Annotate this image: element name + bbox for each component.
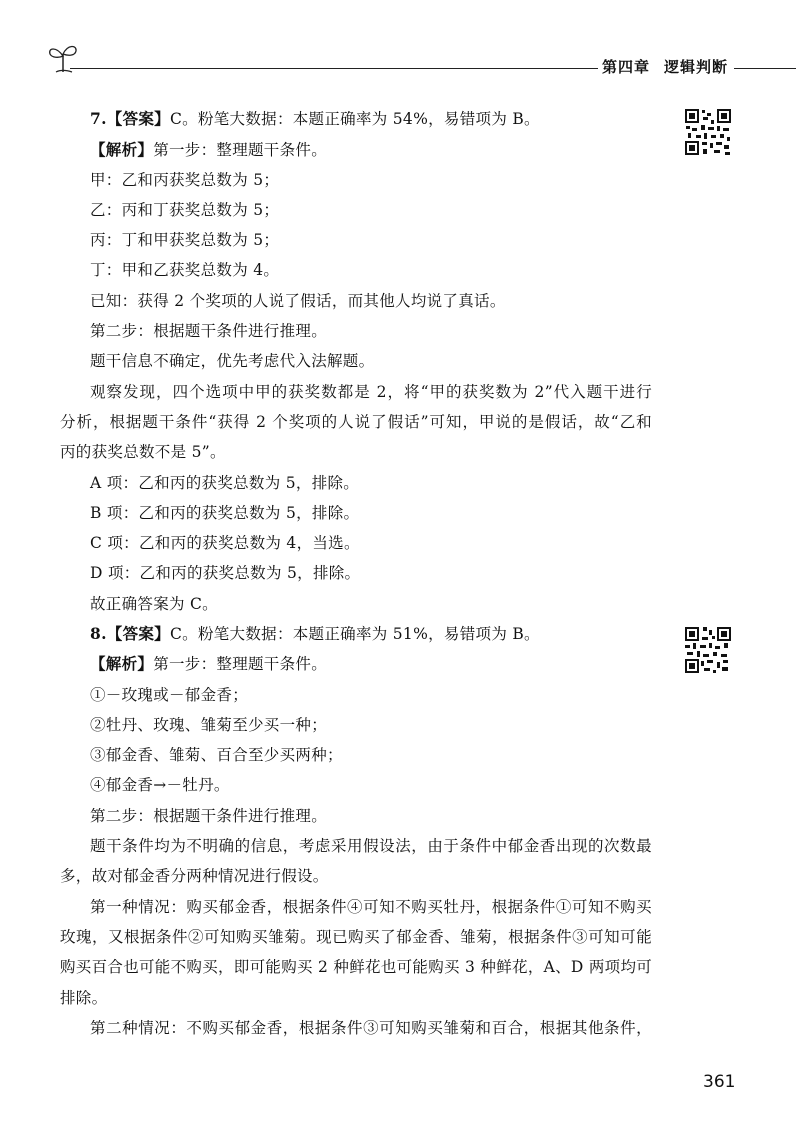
q7-known: 已知：获得 2 个奖项的人说了假话，而其他人均说了真话。 <box>90 292 506 310</box>
q7-answer-line <box>90 109 540 129</box>
q7-option: A 项：乙和丙的获奖总数为 5，排除。 <box>90 474 360 492</box>
q7-observe-line: 观察发现，四个选项中甲的获奖数都是 2，将“甲的获奖数为 2”代入题干进行 <box>90 383 652 401</box>
q8-para2-line: 第一种情况：购买郁金香，根据条件④可知不购买牡丹，根据条件①可知不购买 <box>90 898 652 916</box>
q8-para1-line: 多，故对郁金香分两种情况进行假设。 <box>60 867 329 885</box>
chapter-number: 第四章 <box>602 58 651 76</box>
q7-observe-line: 分析，根据题干条件“获得 2 个奖项的人说了假话”可知，甲说的是假话，故“乙和 <box>60 413 652 431</box>
page-number: 361 <box>703 1072 736 1092</box>
q7-answer-text: C。粉笔大数据：本题正确率为 54%，易错项为 B。 <box>169 110 540 128</box>
q7-condition: 乙：丙和丁获奖总数为 5； <box>90 201 280 219</box>
q8-condition: ②牡丹、玫瑰、雏菊至少买一种； <box>90 716 328 734</box>
chapter-heading <box>602 56 728 78</box>
qr-code-icon[interactable] <box>684 626 732 674</box>
q7-step2: 第二步：根据题干条件进行推理。 <box>90 322 328 340</box>
q7-answer-label: 7.【答案】 <box>90 109 170 128</box>
header-rule-right <box>734 68 796 69</box>
q8-para2-line: 排除。 <box>60 989 108 1007</box>
q8-answer-label: 8.【答案】 <box>90 624 170 643</box>
qr-code-icon[interactable] <box>684 108 732 156</box>
sprout-icon <box>46 42 80 74</box>
q8-para1-line: 题干条件均为不明确的信息，考虑采用假设法，由于条件中郁金香出现的次数最 <box>90 837 652 855</box>
q8-step1: 第一步：整理题干条件。 <box>153 655 328 673</box>
q8-step1-line <box>90 654 327 674</box>
q8-step2: 第二步：根据题干条件进行推理。 <box>90 807 328 825</box>
header-rule <box>70 68 598 69</box>
q7-option: C 项：乙和丙的获奖总数为 4，当选。 <box>90 534 360 552</box>
q8-condition: ①－玫瑰或－郁金香； <box>90 686 249 704</box>
q7-condition: 丁：甲和乙获奖总数为 4。 <box>90 261 280 279</box>
q7-observe-line: 丙的获奖总数不是 5”。 <box>60 443 226 461</box>
q7-conclusion: 故正确答案为 C。 <box>90 595 218 613</box>
q8-para3-line: 第二种情况：不购买郁金香，根据条件③可知购买雏菊和百合，根据其他条件， <box>90 1019 652 1037</box>
q8-analysis-label: 【解析】 <box>90 654 154 673</box>
chapter-title: 逻辑判断 <box>664 58 729 76</box>
q7-step1-line <box>90 140 327 160</box>
q7-condition: 丙：丁和甲获奖总数为 5； <box>90 231 280 249</box>
q8-answer-text: C。粉笔大数据：本题正确率为 51%，易错项为 B。 <box>169 625 540 643</box>
q7-option: D 项：乙和丙的获奖总数为 5，排除。 <box>90 564 361 582</box>
q8-answer-line <box>90 624 540 644</box>
q7-condition: 甲：乙和丙获奖总数为 5； <box>90 171 280 189</box>
q7-step1: 第一步：整理题干条件。 <box>153 141 328 159</box>
q7-option: B 项：乙和丙的获奖总数为 5，排除。 <box>90 504 360 522</box>
q7-analysis-label: 【解析】 <box>90 140 154 159</box>
q8-condition: ③郁金香、雏菊、百合至少买两种； <box>90 746 343 764</box>
q8-condition: ④郁金香→－牡丹。 <box>90 776 230 794</box>
q7-method: 题干信息不确定，优先考虑代入法解题。 <box>90 352 375 370</box>
q8-para2-line: 玫瑰，又根据条件②可知购买雏菊。现已购买了郁金香、雏菊，根据条件③可知可能 <box>60 928 652 946</box>
q8-para2-line: 购买百合也可能不购买，即可能购买 2 种鲜花也可能购买 3 种鲜花，A、D 两项均可 <box>60 958 653 976</box>
